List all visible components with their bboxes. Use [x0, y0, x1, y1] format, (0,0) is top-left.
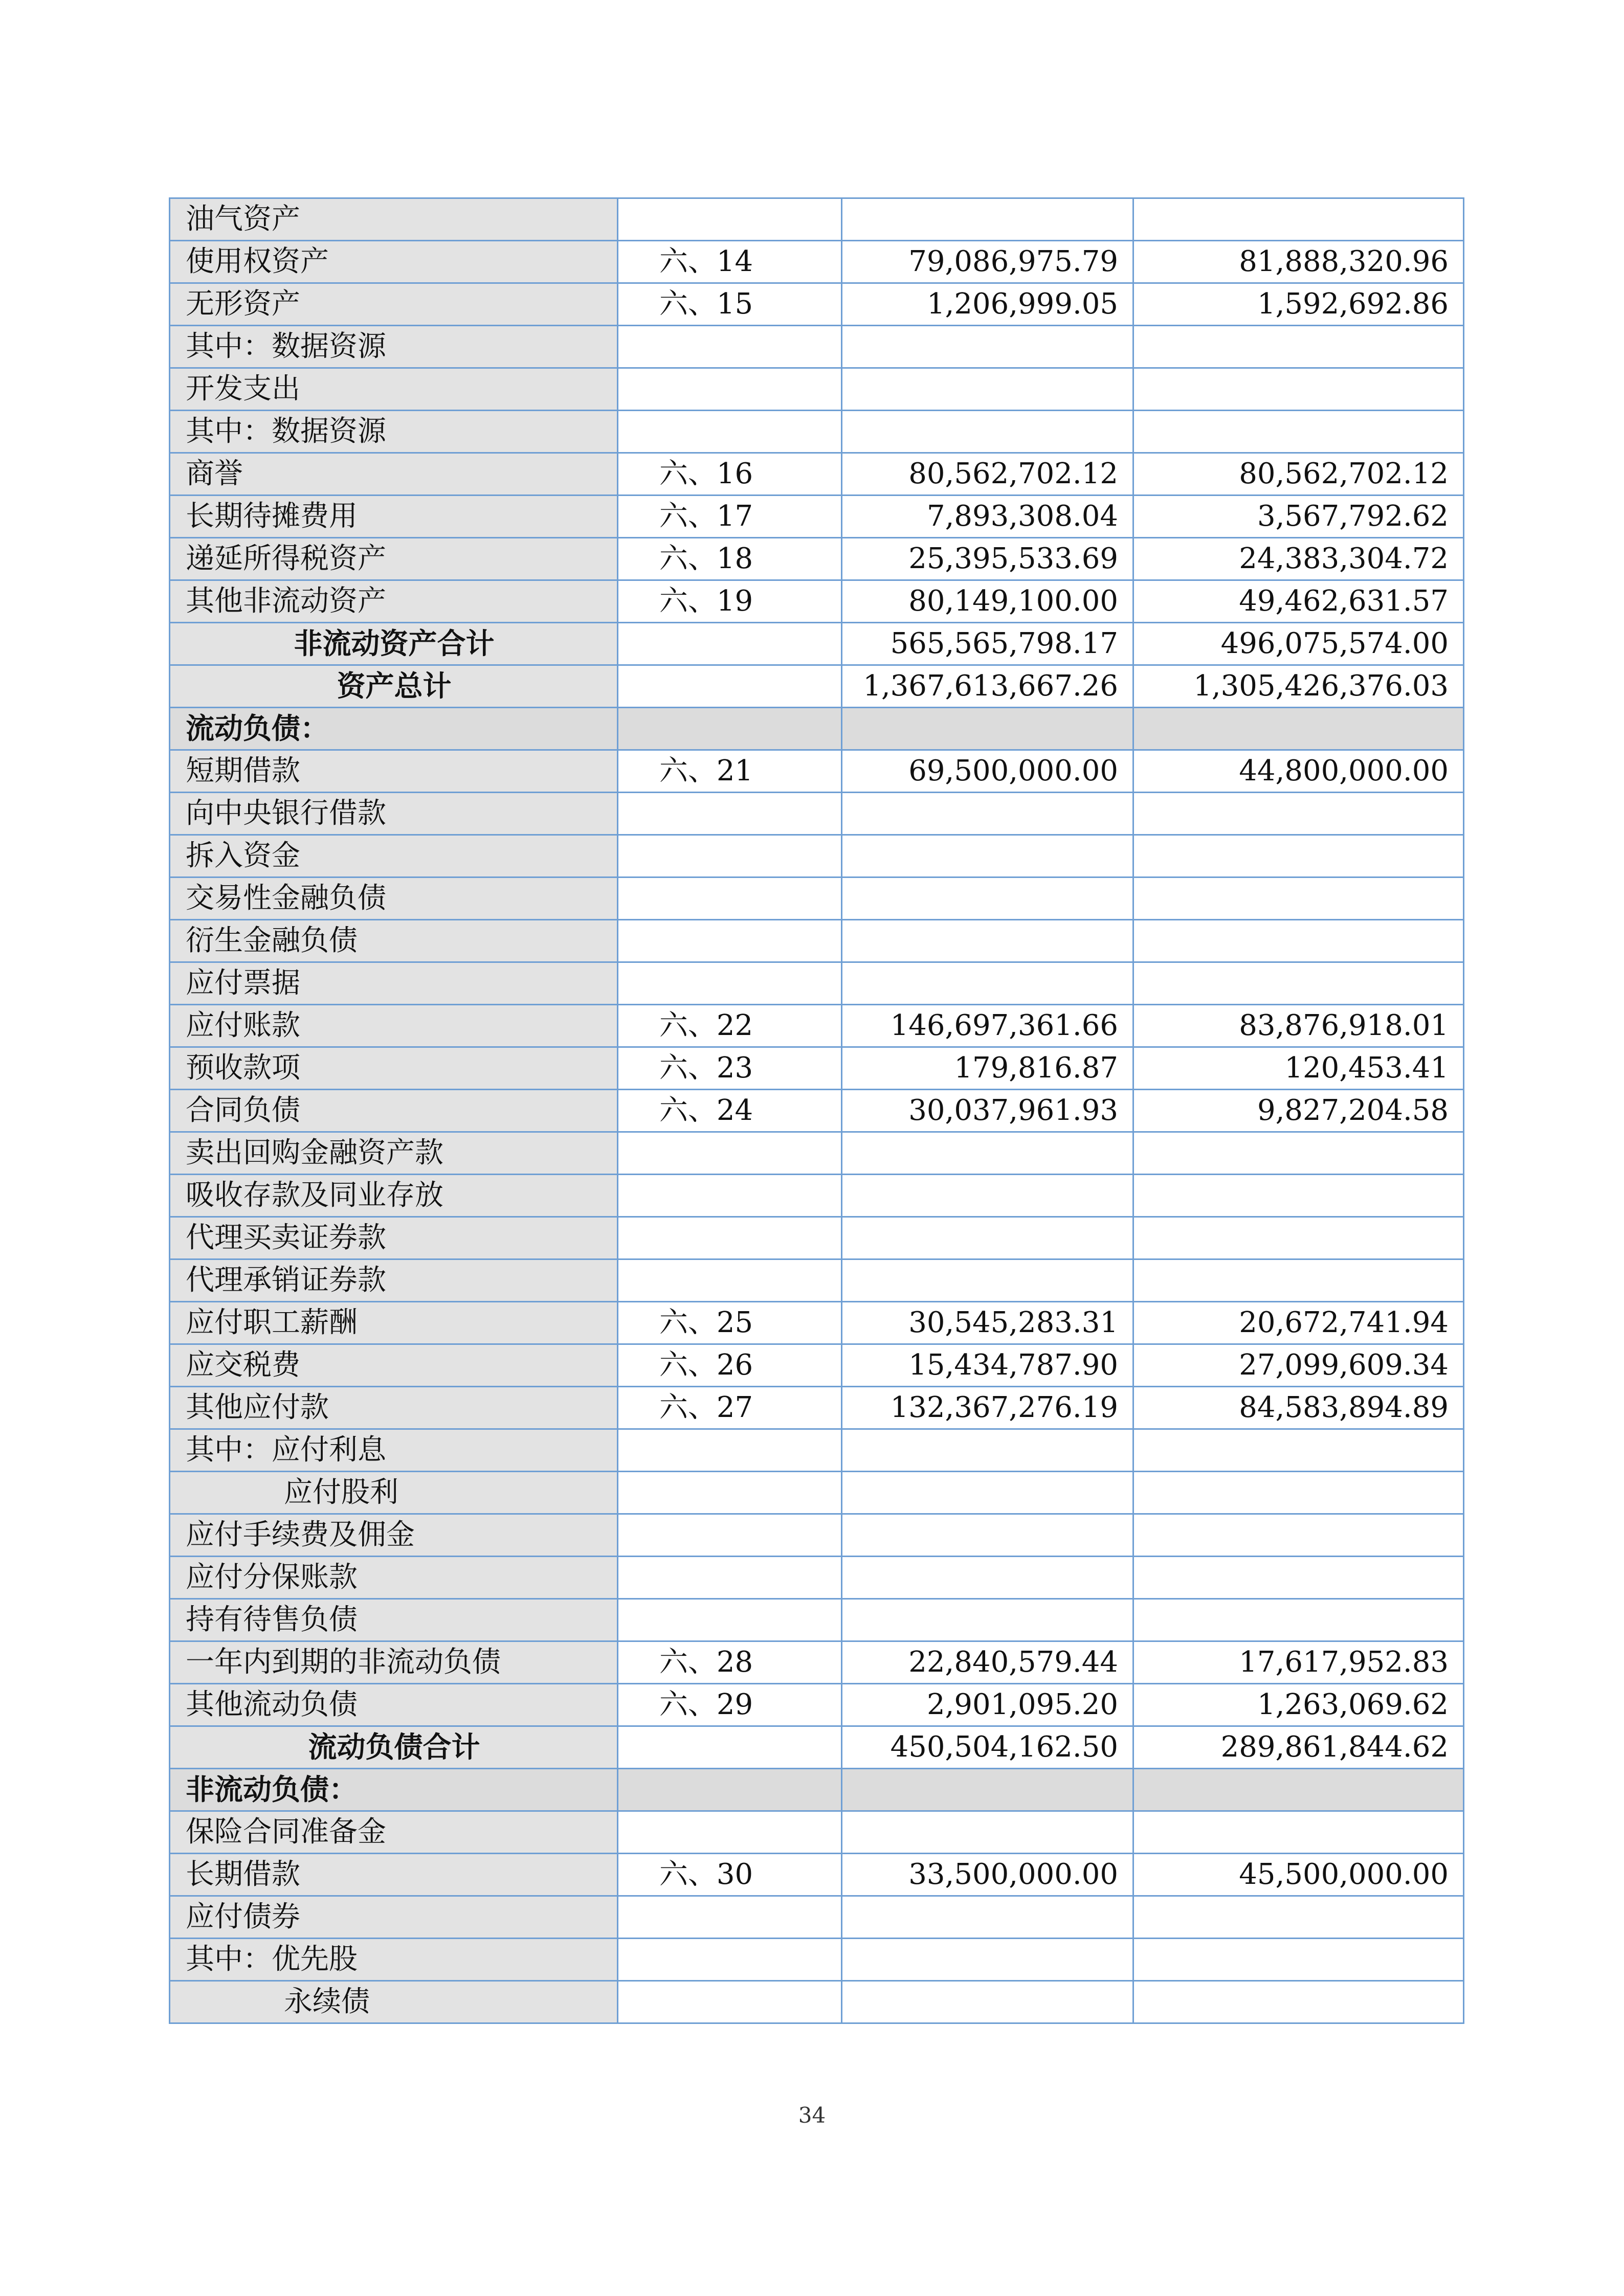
- table-row: [170, 411, 1464, 453]
- row-previous-value: [1133, 326, 1464, 368]
- row-current-value: [842, 411, 1133, 453]
- row-note: 六、21: [618, 750, 842, 793]
- row-note: 六、24: [618, 1090, 842, 1132]
- row-note: [618, 1132, 842, 1175]
- row-label: 应付分保账款: [170, 1557, 618, 1599]
- table-row: [170, 835, 1464, 877]
- row-label: 非流动负债：: [170, 1769, 618, 1811]
- table-row: [170, 580, 1464, 623]
- row-label: 应付账款: [170, 1005, 618, 1047]
- table-row: [170, 198, 1464, 241]
- row-label: 卖出回购金融资产款: [170, 1132, 618, 1175]
- table-row: [170, 1387, 1464, 1429]
- table-row: [170, 1302, 1464, 1344]
- table-row: [170, 496, 1464, 538]
- table-row: [170, 453, 1464, 496]
- row-label: 其中：数据资源: [170, 326, 618, 368]
- row-note: [618, 198, 842, 241]
- row-previous-value: [1133, 877, 1464, 920]
- row-label: 长期借款: [170, 1854, 618, 1896]
- table-row: [170, 793, 1464, 835]
- row-note: [618, 1896, 842, 1939]
- table-row: [170, 962, 1464, 1005]
- row-label: 吸收存款及同业存放: [170, 1175, 618, 1217]
- row-label: 其中：应付利息: [170, 1429, 618, 1472]
- total-row: [170, 1726, 1464, 1769]
- row-label: 持有待售负债: [170, 1599, 618, 1641]
- row-previous-value: 1,592,692.86: [1133, 283, 1464, 326]
- table-row: [170, 1981, 1464, 2023]
- row-current-value: [842, 1939, 1133, 1981]
- row-current-value: 33,500,000.00: [842, 1854, 1133, 1896]
- row-label: 资产总计: [170, 665, 618, 708]
- row-previous-value: 3,567,792.62: [1133, 496, 1464, 538]
- row-note: [618, 962, 842, 1005]
- row-current-value: 25,395,533.69: [842, 538, 1133, 580]
- table-row: [170, 1472, 1464, 1514]
- row-previous-value: [1133, 1896, 1464, 1939]
- row-label: 流动负债：: [170, 708, 618, 750]
- row-previous-value: 20,672,741.94: [1133, 1302, 1464, 1344]
- row-label: 合同负债: [170, 1090, 618, 1132]
- row-note: 六、26: [618, 1344, 842, 1387]
- section-header-row: [170, 1769, 1464, 1811]
- row-note: [618, 1429, 842, 1472]
- table-row: [170, 283, 1464, 326]
- row-label: 保险合同准备金: [170, 1811, 618, 1854]
- row-previous-value: [1133, 708, 1464, 750]
- table-row: [170, 1344, 1464, 1387]
- row-previous-value: [1133, 793, 1464, 835]
- table-row: [170, 877, 1464, 920]
- table-row: [170, 1854, 1464, 1896]
- row-note: [618, 326, 842, 368]
- row-note: [618, 623, 842, 665]
- row-previous-value: 27,099,609.34: [1133, 1344, 1464, 1387]
- row-current-value: 30,545,283.31: [842, 1302, 1133, 1344]
- row-label: 应交税费: [170, 1344, 618, 1387]
- row-current-value: [842, 1429, 1133, 1472]
- row-previous-value: [1133, 198, 1464, 241]
- row-current-value: 79,086,975.79: [842, 241, 1133, 283]
- row-previous-value: [1133, 1939, 1464, 1981]
- row-label: 永续债: [170, 1981, 618, 2023]
- row-current-value: [842, 198, 1133, 241]
- row-note: [618, 665, 842, 708]
- table-row: [170, 1811, 1464, 1854]
- row-current-value: [842, 835, 1133, 877]
- row-previous-value: 83,876,918.01: [1133, 1005, 1464, 1047]
- row-current-value: 80,562,702.12: [842, 453, 1133, 496]
- row-current-value: 565,565,798.17: [842, 623, 1133, 665]
- row-current-value: [842, 962, 1133, 1005]
- row-previous-value: [1133, 920, 1464, 962]
- row-previous-value: 49,462,631.57: [1133, 580, 1464, 623]
- table-row: [170, 1005, 1464, 1047]
- row-previous-value: 84,583,894.89: [1133, 1387, 1464, 1429]
- row-previous-value: 1,263,069.62: [1133, 1684, 1464, 1726]
- row-current-value: [842, 1896, 1133, 1939]
- row-label: 衍生金融负债: [170, 920, 618, 962]
- row-note: [618, 411, 842, 453]
- row-previous-value: [1133, 1259, 1464, 1302]
- row-previous-value: [1133, 1514, 1464, 1557]
- row-note: [618, 1259, 842, 1302]
- row-note: [618, 920, 842, 962]
- row-current-value: 179,816.87: [842, 1047, 1133, 1090]
- row-current-value: [842, 708, 1133, 750]
- table-row: [170, 1684, 1464, 1726]
- row-previous-value: 289,861,844.62: [1133, 1726, 1464, 1769]
- table-row: [170, 241, 1464, 283]
- row-note: 六、22: [618, 1005, 842, 1047]
- table-row: [170, 920, 1464, 962]
- row-note: [618, 1557, 842, 1599]
- row-note: 六、18: [618, 538, 842, 580]
- row-note: 六、27: [618, 1387, 842, 1429]
- row-note: 六、17: [618, 496, 842, 538]
- row-label: 向中央银行借款: [170, 793, 618, 835]
- row-previous-value: 80,562,702.12: [1133, 453, 1464, 496]
- row-label: 其中：优先股: [170, 1939, 618, 1981]
- table-row: [170, 1939, 1464, 1981]
- row-note: 六、23: [618, 1047, 842, 1090]
- row-previous-value: 45,500,000.00: [1133, 1854, 1464, 1896]
- row-previous-value: [1133, 411, 1464, 453]
- row-note: [618, 1726, 842, 1769]
- row-current-value: [842, 368, 1133, 411]
- row-note: 六、29: [618, 1684, 842, 1726]
- row-previous-value: [1133, 1429, 1464, 1472]
- row-current-value: 132,367,276.19: [842, 1387, 1133, 1429]
- row-previous-value: 120,453.41: [1133, 1047, 1464, 1090]
- row-note: [618, 1981, 842, 2023]
- row-label: 预收款项: [170, 1047, 618, 1090]
- row-label: 短期借款: [170, 750, 618, 793]
- row-label: 应付职工薪酬: [170, 1302, 618, 1344]
- row-note: 六、14: [618, 241, 842, 283]
- row-current-value: [842, 1981, 1133, 2023]
- table-row: [170, 1175, 1464, 1217]
- row-note: [618, 793, 842, 835]
- row-label: 其他非流动资产: [170, 580, 618, 623]
- row-note: 六、15: [618, 283, 842, 326]
- row-note: [618, 1599, 842, 1641]
- table-row: [170, 1132, 1464, 1175]
- row-current-value: [842, 1514, 1133, 1557]
- row-label: 使用权资产: [170, 241, 618, 283]
- row-note: [618, 1472, 842, 1514]
- row-label: 无形资产: [170, 283, 618, 326]
- row-label: 其他流动负债: [170, 1684, 618, 1726]
- row-label: 其他应付款: [170, 1387, 618, 1429]
- balance-sheet-table: [169, 197, 1464, 2024]
- row-label: 非流动资产合计: [170, 623, 618, 665]
- row-label: 一年内到期的非流动负债: [170, 1641, 618, 1684]
- row-current-value: [842, 1175, 1133, 1217]
- row-current-value: 1,367,613,667.26: [842, 665, 1133, 708]
- row-current-value: [842, 1472, 1133, 1514]
- row-current-value: [842, 1217, 1133, 1259]
- table-row: [170, 1429, 1464, 1472]
- table-row: [170, 1217, 1464, 1259]
- row-current-value: [842, 1599, 1133, 1641]
- row-note: [618, 877, 842, 920]
- row-current-value: 7,893,308.04: [842, 496, 1133, 538]
- row-label: 油气资产: [170, 198, 618, 241]
- row-label: 应付票据: [170, 962, 618, 1005]
- row-note: 六、30: [618, 1854, 842, 1896]
- row-current-value: 146,697,361.66: [842, 1005, 1133, 1047]
- row-note: 六、16: [618, 453, 842, 496]
- row-current-value: 69,500,000.00: [842, 750, 1133, 793]
- table-row: [170, 1047, 1464, 1090]
- row-previous-value: [1133, 1132, 1464, 1175]
- table-row: [170, 1259, 1464, 1302]
- table-row: [170, 1514, 1464, 1557]
- row-current-value: [842, 793, 1133, 835]
- row-previous-value: 17,617,952.83: [1133, 1641, 1464, 1684]
- row-label: 代理承销证券款: [170, 1259, 618, 1302]
- row-current-value: [842, 1259, 1133, 1302]
- total-row: [170, 665, 1464, 708]
- row-previous-value: [1133, 1769, 1464, 1811]
- row-note: [618, 1175, 842, 1217]
- row-previous-value: [1133, 1811, 1464, 1854]
- row-label: 代理买卖证券款: [170, 1217, 618, 1259]
- row-label: 递延所得税资产: [170, 538, 618, 580]
- table-row: [170, 1090, 1464, 1132]
- balance-sheet-body: [170, 198, 1464, 2023]
- table-row: [170, 1896, 1464, 1939]
- row-current-value: 80,149,100.00: [842, 580, 1133, 623]
- row-current-value: [842, 1132, 1133, 1175]
- row-current-value: 2,901,095.20: [842, 1684, 1133, 1726]
- row-previous-value: [1133, 962, 1464, 1005]
- row-previous-value: [1133, 368, 1464, 411]
- row-current-value: [842, 1769, 1133, 1811]
- table-row: [170, 326, 1464, 368]
- row-current-value: [842, 877, 1133, 920]
- row-previous-value: [1133, 1217, 1464, 1259]
- section-header-row: [170, 708, 1464, 750]
- row-previous-value: 44,800,000.00: [1133, 750, 1464, 793]
- row-label: 应付股利: [170, 1472, 618, 1514]
- row-current-value: 30,037,961.93: [842, 1090, 1133, 1132]
- total-row: [170, 623, 1464, 665]
- table-row: [170, 1641, 1464, 1684]
- row-current-value: [842, 1811, 1133, 1854]
- table-row: [170, 368, 1464, 411]
- row-note: [618, 1514, 842, 1557]
- row-note: 六、25: [618, 1302, 842, 1344]
- row-current-value: [842, 326, 1133, 368]
- row-current-value: 15,434,787.90: [842, 1344, 1133, 1387]
- row-note: 六、19: [618, 580, 842, 623]
- row-previous-value: [1133, 1472, 1464, 1514]
- row-previous-value: [1133, 835, 1464, 877]
- row-label: 应付债券: [170, 1896, 618, 1939]
- table-row: [170, 1557, 1464, 1599]
- row-previous-value: 9,827,204.58: [1133, 1090, 1464, 1132]
- row-previous-value: 496,075,574.00: [1133, 623, 1464, 665]
- table-row: [170, 538, 1464, 580]
- row-previous-value: [1133, 1599, 1464, 1641]
- row-previous-value: 1,305,426,376.03: [1133, 665, 1464, 708]
- row-note: [618, 708, 842, 750]
- row-label: 长期待摊费用: [170, 496, 618, 538]
- row-label: 商誉: [170, 453, 618, 496]
- row-note: [618, 1217, 842, 1259]
- row-label: 应付手续费及佣金: [170, 1514, 618, 1557]
- row-previous-value: [1133, 1981, 1464, 2023]
- row-current-value: 1,206,999.05: [842, 283, 1133, 326]
- row-current-value: 22,840,579.44: [842, 1641, 1133, 1684]
- row-label: 拆入资金: [170, 835, 618, 877]
- row-note: [618, 1811, 842, 1854]
- row-label: 开发支出: [170, 368, 618, 411]
- row-note: [618, 835, 842, 877]
- page-number: 34: [798, 2103, 826, 2128]
- row-current-value: [842, 1557, 1133, 1599]
- row-note: [618, 368, 842, 411]
- row-label: 流动负债合计: [170, 1726, 618, 1769]
- table-row: [170, 750, 1464, 793]
- row-previous-value: 81,888,320.96: [1133, 241, 1464, 283]
- row-label: 其中：数据资源: [170, 411, 618, 453]
- row-note: [618, 1769, 842, 1811]
- row-previous-value: [1133, 1557, 1464, 1599]
- row-previous-value: 24,383,304.72: [1133, 538, 1464, 580]
- row-note: [618, 1939, 842, 1981]
- row-previous-value: [1133, 1175, 1464, 1217]
- row-current-value: 450,504,162.50: [842, 1726, 1133, 1769]
- table-row: [170, 1599, 1464, 1641]
- row-current-value: [842, 920, 1133, 962]
- row-label: 交易性金融负债: [170, 877, 618, 920]
- row-note: 六、28: [618, 1641, 842, 1684]
